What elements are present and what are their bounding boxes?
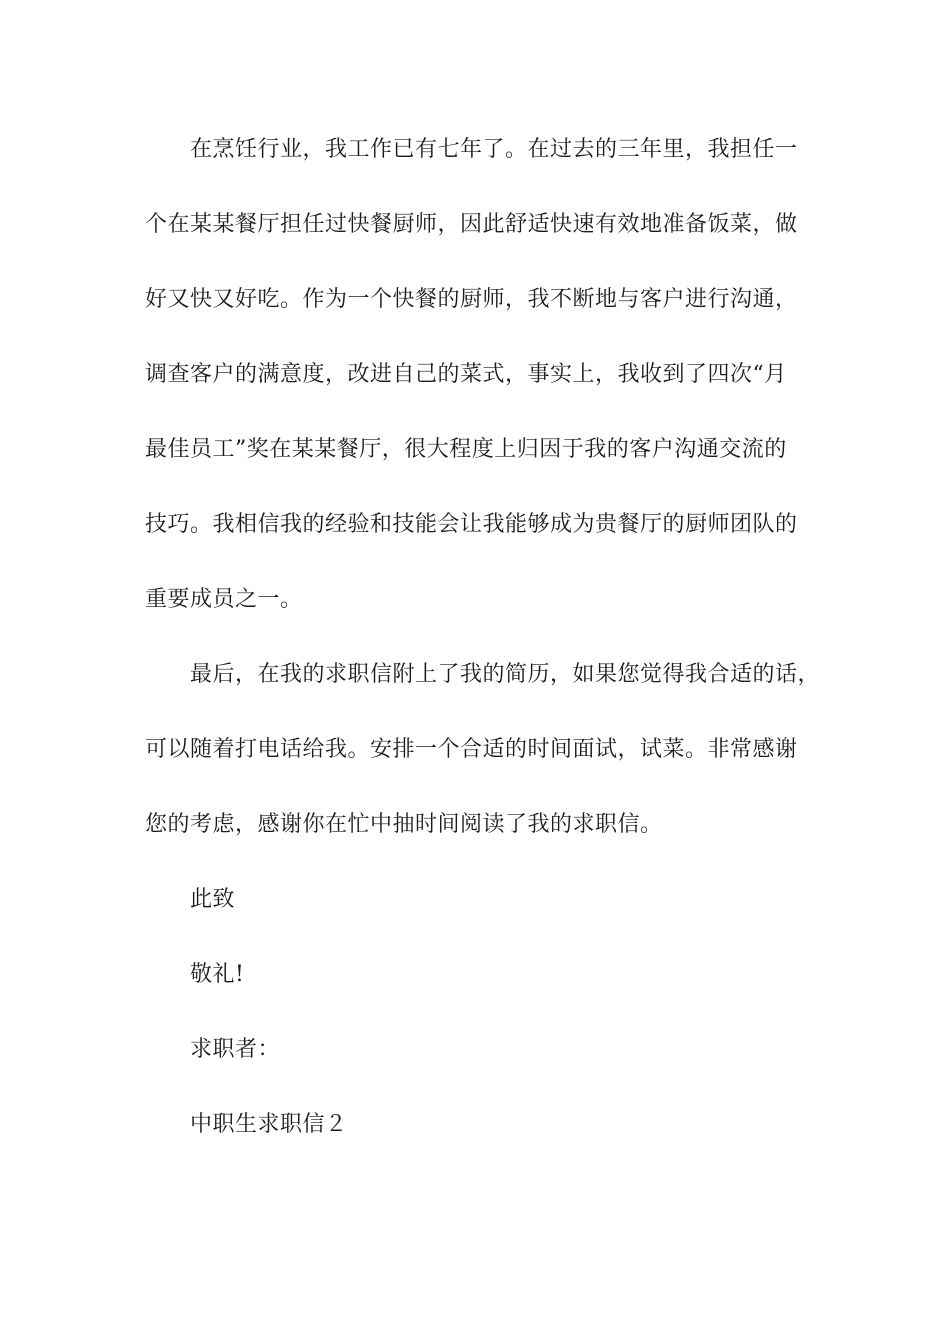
next-letter-title: 中职生求职信２ <box>190 1112 348 1137</box>
paragraph-1-line-5: 最佳员工”奖在某某餐厅，很大程度上归因于我的客户沟通交流的 <box>145 437 787 462</box>
paragraph-1-line-2: 个在某某餐厅担任过快餐厨师，因此舒适快速有效地准备饭菜，做 <box>145 212 798 237</box>
paragraph-1-line-7: 重要成员之一。 <box>145 587 303 612</box>
salute-text: 敬礼! <box>190 962 245 987</box>
paragraph-1-line-4: 调查客户的满意度，改进自己的菜式，事实上，我收到了四次“月 <box>145 362 787 387</box>
paragraph-1-line-1: 在烹饪行业，我工作已有七年了。在过去的三年里，我担任一 <box>190 137 798 162</box>
paragraph-2-line-2: 可以随着打电话给我。安排一个合适的时间面试，试菜。非常感谢 <box>145 737 798 762</box>
paragraph-2-line-3: 您的考虑，感谢你在忙中抽时间阅读了我的求职信。 <box>145 812 663 837</box>
paragraph-2-line-1: 最后，在我的求职信附上了我的简历，如果您觉得我合适的话， <box>190 662 821 687</box>
closing-text: 此致 <box>190 887 236 912</box>
paragraph-1-line-6: 技巧。我相信我的经验和技能会让我能够成为贵餐厅的厨师团队的 <box>145 512 798 537</box>
signature-label: 求职者： <box>190 1037 281 1062</box>
paragraph-1-line-3: 好又快又好吃。作为一个快餐的厨师，我不断地与客户进行沟通， <box>145 287 798 312</box>
